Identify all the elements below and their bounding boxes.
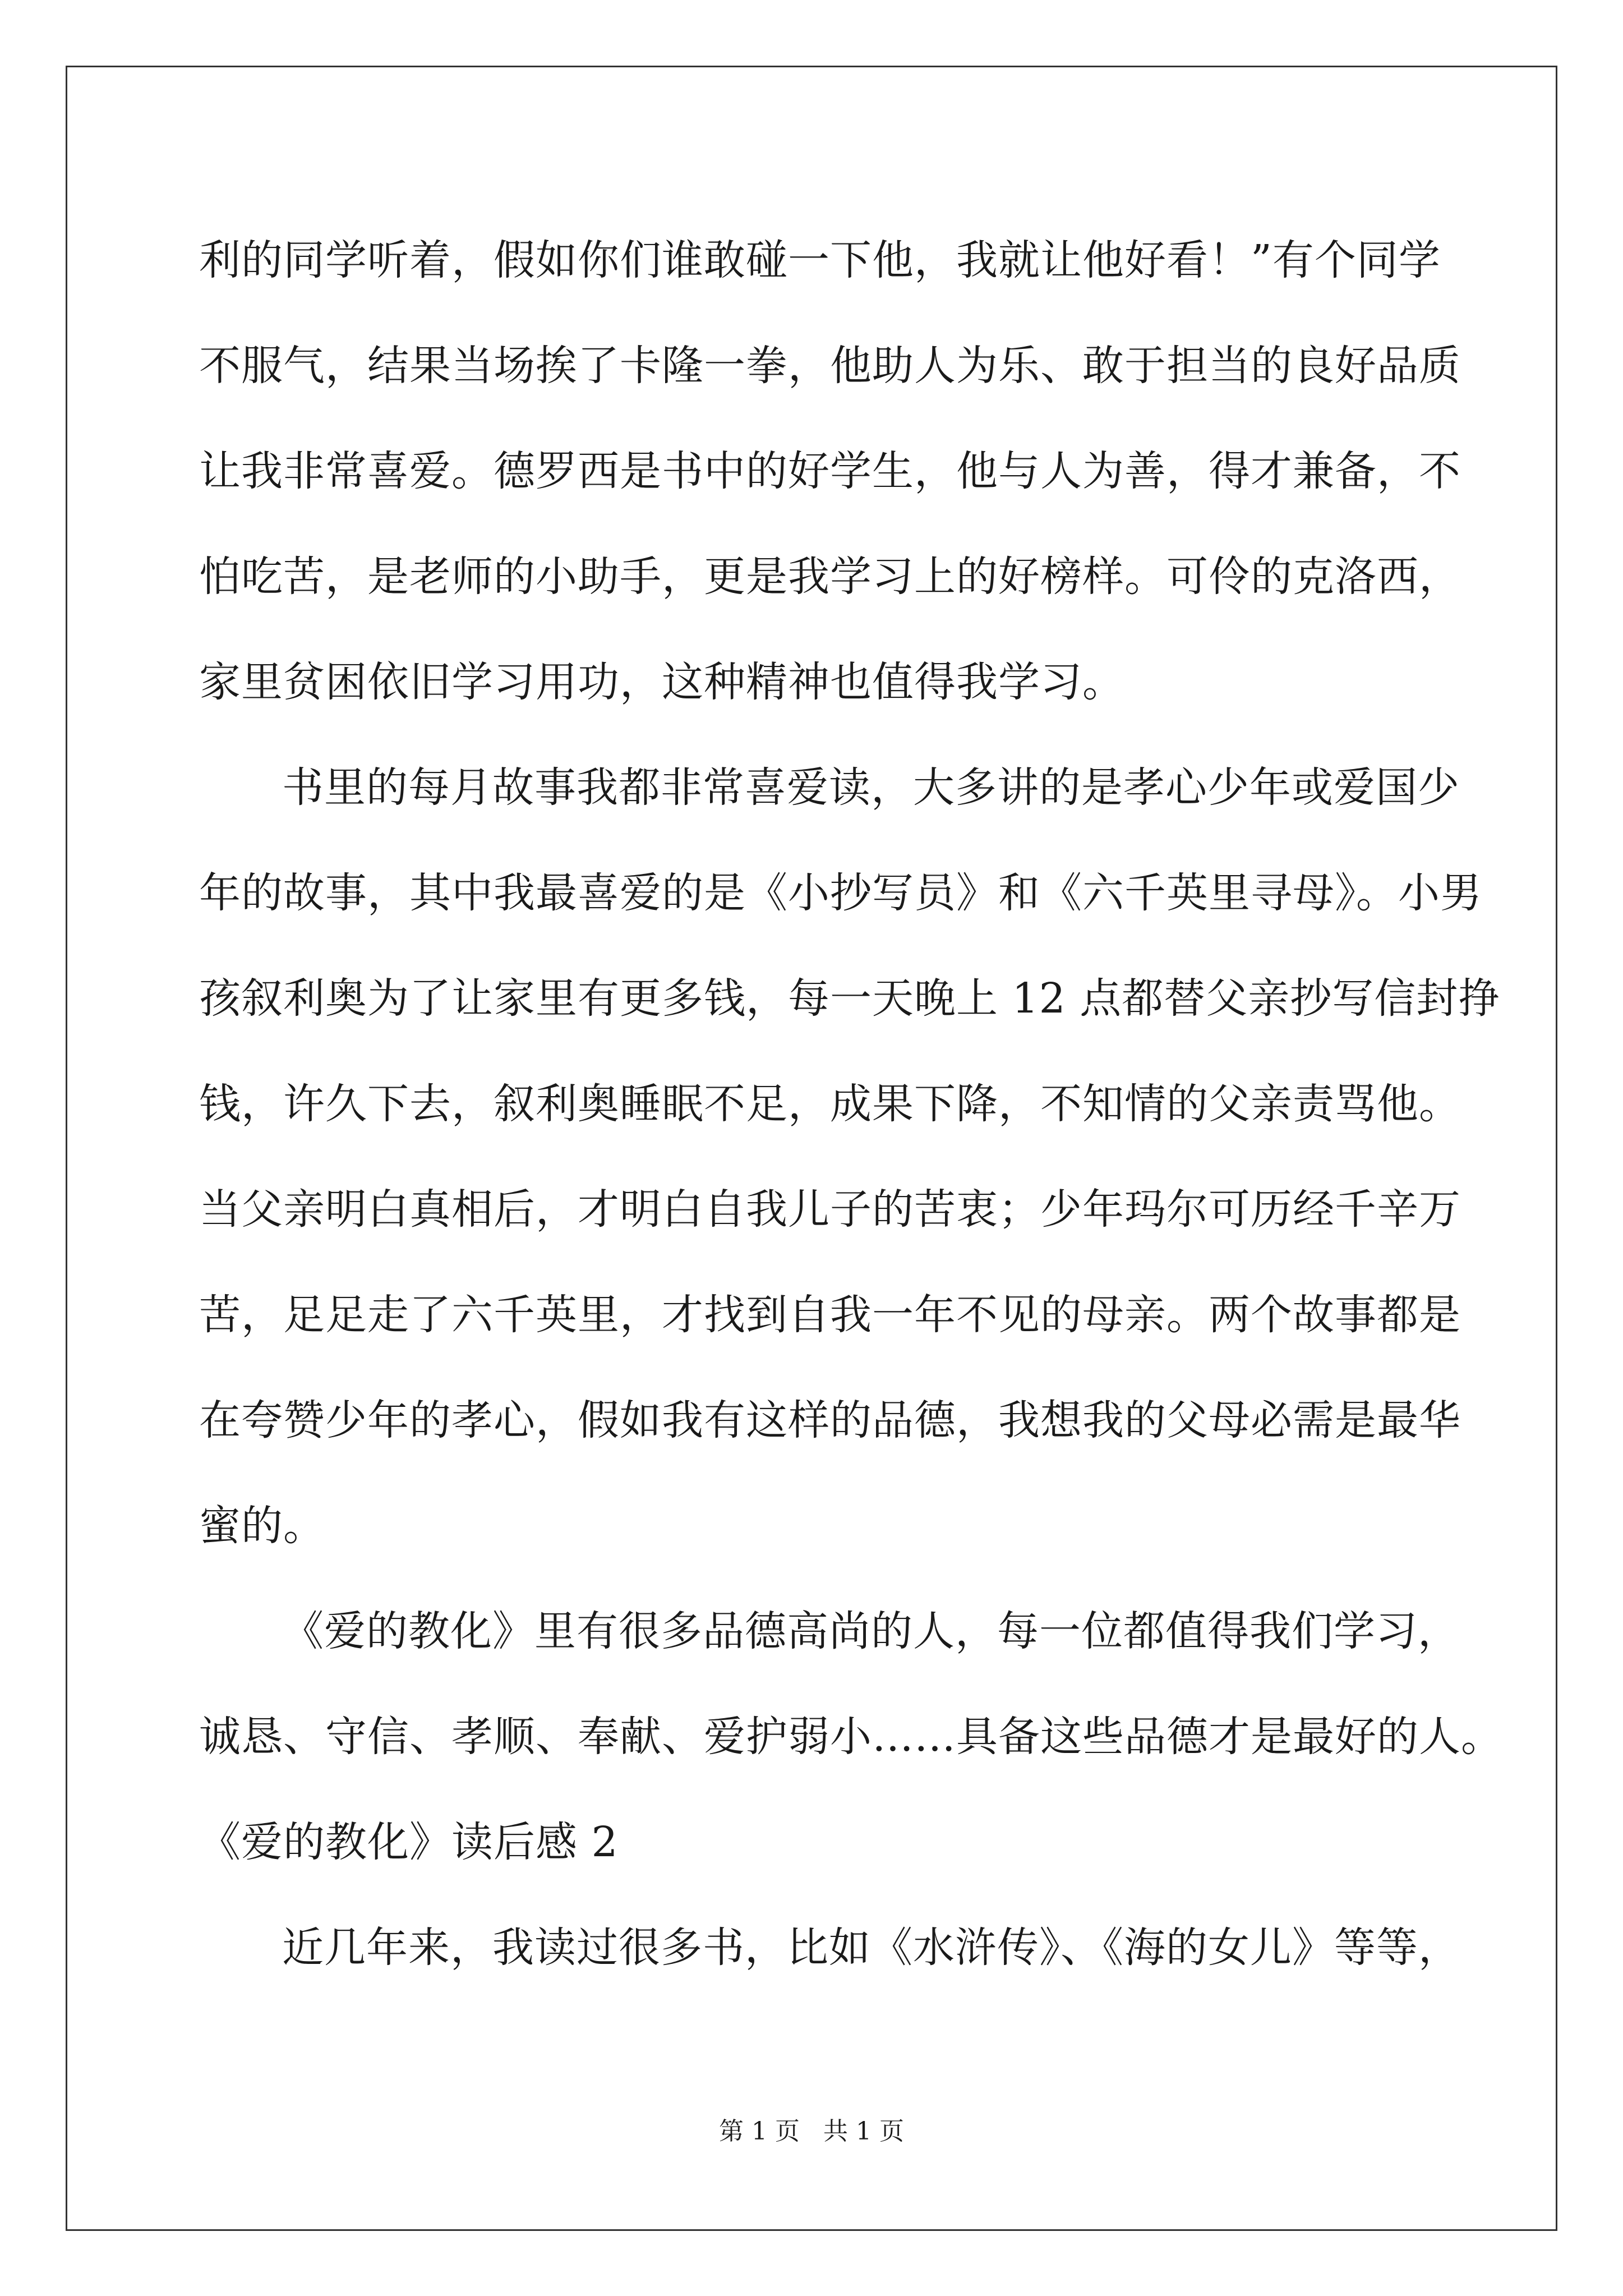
text-line: 苦，足足走了六千英里，才找到自我一年不见的母亲。两个故事都是 [199,1291,1461,1339]
text-line: 怕吃苦，是老师的小助手，更是我学习上的好榜样。可伶的克洛西， [199,553,1461,601]
text-line: 在夸赞少年的孝心，假如我有这样的品德，我想我的父母必需是最华 [199,1396,1461,1444]
paragraph-start-line: 书里的每月故事我都非常喜爱读，大多讲的是孝心少年或爱国少 [282,763,1460,812]
text-line: 家里贫困依旧学习用功，这种精神也值得我学习。 [199,658,1124,706]
text-line: 年的故事，其中我最喜爱的是《小抄写员》和《六千英里寻母》。小男 [199,869,1482,917]
paragraph-start-line: 《爱的教化》里有很多品德高尚的人，每一位都值得我们学习， [282,1607,1460,1655]
text-line: 不服气，结果当场挨了卡隆一拳，他助人为乐、敢于担当的良好品质 [199,342,1461,390]
text-line: 蜜的。 [199,1502,325,1550]
text-line: 让我非常喜爱。德罗西是书中的好学生，他与人为善，得才兼备，不 [199,447,1461,495]
text-line: 孩叙利奥为了让家里有更多钱，每一天晚上 12 点都替父亲抄写信封挣 [199,974,1501,1023]
text-line: 钱，许久下去，叙利奥睡眠不足，成果下降，不知情的父亲责骂他。 [199,1080,1461,1128]
section-heading: 《爱的教化》读后感 2 [199,1818,619,1866]
paragraph-start-line: 近几年来，我读过很多书，比如《水浒传》、《海的女儿》等等， [282,1924,1460,1972]
document-body [199,208,1503,2000]
text-line: 当父亲明白真相后，才明白自我儿子的苦衷；少年玛尔可历经千辛万 [199,1185,1461,1234]
text-line: 利的同学听着，假如你们谁敢碰一下他，我就让他好看！”有个同学 [199,236,1441,284]
page-footer: 第 1 页 共 1 页 [719,2117,904,2146]
text-line: 诚恳、守信、孝顺、奉献、爱护弱小……具备这些品德才是最好的人。 [199,1713,1503,1761]
